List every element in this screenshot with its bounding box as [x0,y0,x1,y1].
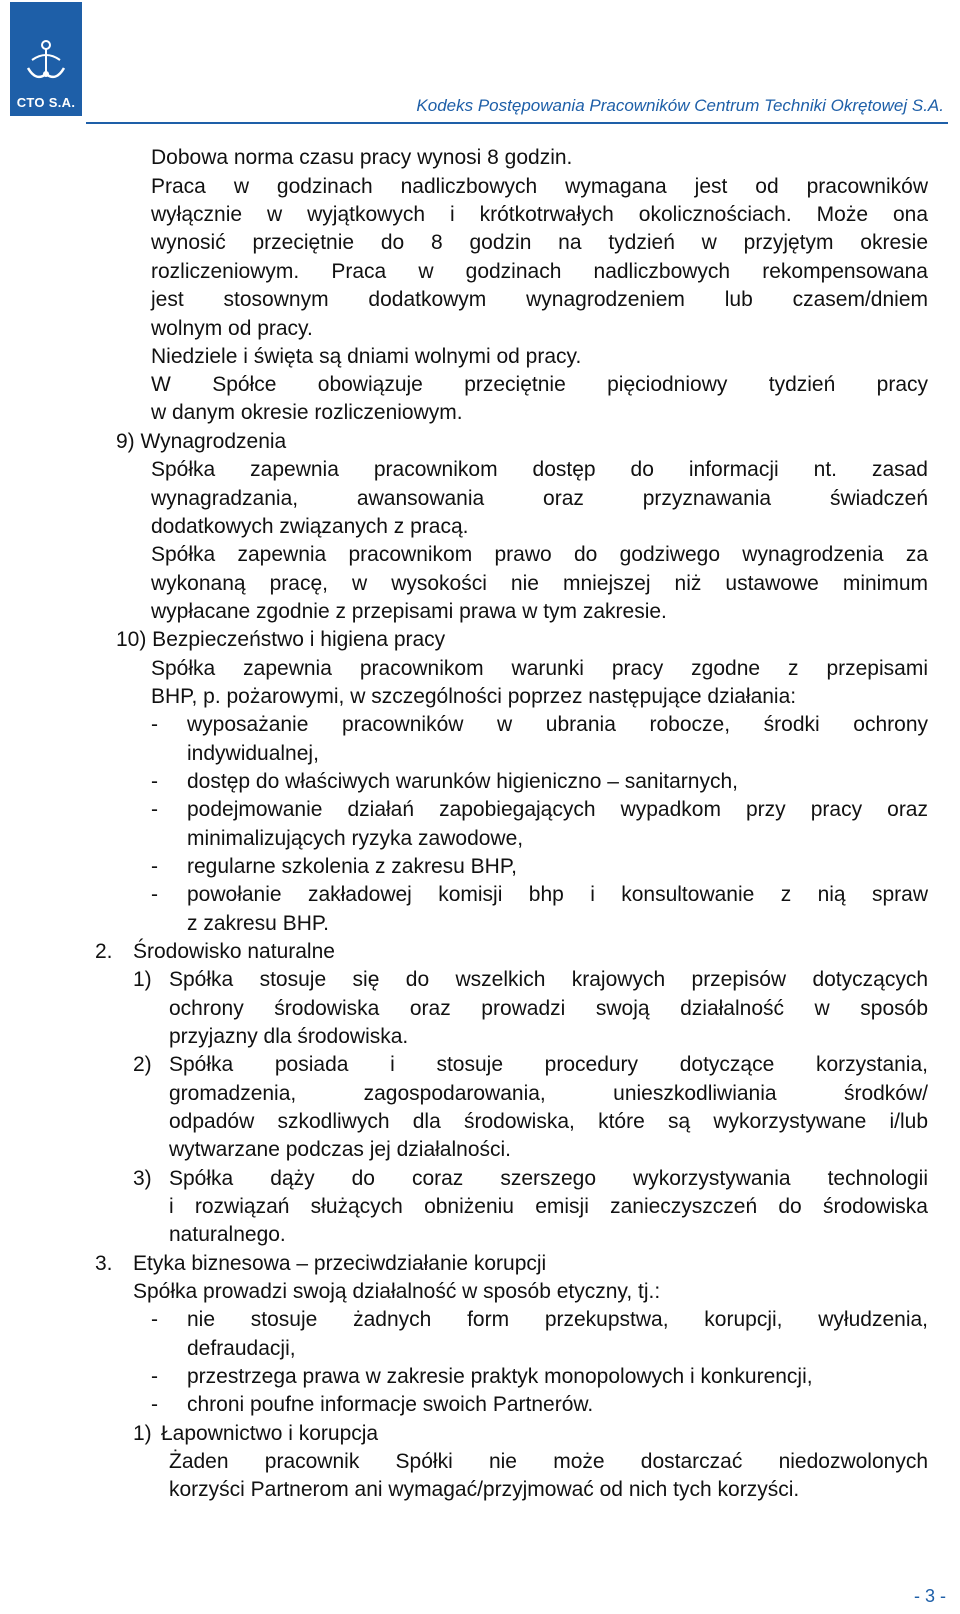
line-text: BHP, p. pożarowymi, w szczególności poprzez następujące działania: [151,685,797,708]
line-text: wyłącznie w wyjątkowych i krótkotrwałych okolicznościach. Może ona [151,203,928,226]
line-text: Spółka posiada i stosuje procedury dotyczące korzystania, [169,1053,928,1076]
ship-propeller-icon [24,38,68,84]
text-line [0,880,960,910]
cto-logo [10,2,82,116]
list-marker: - [151,798,158,821]
text-line [0,1107,960,1137]
list-marker: 3) [133,1167,152,1190]
text-line [0,965,960,995]
line-text: defraudacji, [187,1337,296,1360]
text-line [0,200,960,230]
line-text: z zakresu BHP. [187,912,330,935]
logo-text: CTO S.A. [16,95,76,110]
text-line [0,1475,960,1505]
text-line [0,795,960,825]
text-line [0,1249,960,1279]
list-marker: - [151,1365,158,1388]
text-line [0,512,960,542]
line-text: korzyści Partnerom ani wymagać/przyjmować od nich tych korzyści. [169,1478,800,1501]
line-text: przyjazny dla środowiska. [169,1025,409,1048]
text-line [0,1050,960,1080]
text-line [0,937,960,967]
line-text: Środowisko naturalne [133,940,335,963]
text-line [0,143,960,173]
text-line [0,1447,960,1477]
page-number: - 3 - [913,1586,946,1606]
line-text: odpadów szkodliwych dla środowiska, które są wykorzystywane i/lub [169,1110,928,1133]
text-line [0,824,960,854]
list-marker: 2) [133,1053,152,1076]
text-line [0,285,960,315]
line-text: wyposażanie pracowników w ubrania robocze, środki ochrony [187,713,928,736]
line-text: W Spółce obowiązuje przeciętnie pięciodniowy tydzień pracy [151,373,928,396]
text-line [0,739,960,769]
line-text: dodatkowych związanych z pracą. [151,515,469,538]
list-marker: - [151,883,158,906]
line-text: nie stosuje żadnych form przekupstwa, korupcji, wyłudzenia, [187,1308,928,1331]
line-text: Spółka dąży do coraz szerszego wykorzystywania technologii [169,1167,928,1190]
text-line [0,484,960,514]
line-text: Spółka stosuje się do wszelkich krajowych przepisów dotyczących [169,968,928,991]
list-marker: - [151,1393,158,1416]
line-text: w danym okresie rozliczeniowym. [151,401,463,424]
line-text: i rozwiązań służących obniżeniu emisji zanieczyszczeń do środowiska [169,1195,928,1218]
text-line [0,1390,960,1420]
text-line [0,370,960,400]
line-text: wolnym od pracy. [151,317,313,340]
text-line [0,1334,960,1364]
line-text: wypłacane zgodnie z przepisami prawa w tym zakresie. [151,600,667,623]
text-line [0,682,960,712]
line-text: Spółka prowadzi swoją działalność w sposób etyczny, tj.: [133,1280,661,1303]
list-marker: 3. [95,1252,113,1275]
text-line [0,172,960,202]
text-line [0,398,960,428]
line-text: 10) Bezpieczeństwo i higiena pracy [116,628,446,651]
line-text: 9) Wynagrodzenia [116,430,287,453]
text-line [0,767,960,797]
line-text: chroni poufne informacje swoich Partnerów. [187,1393,594,1416]
line-text: Praca w godzinach nadliczbowych wymagana jest od pracowników [151,175,928,198]
text-line [0,1079,960,1109]
text-line [0,314,960,344]
document-header-title: Kodeks Postępowania Pracowników Centrum Techniki Okrętowej S.A. [416,96,944,115]
line-text: indywidualnej, [187,742,319,765]
list-marker: - [151,1308,158,1331]
text-line [0,1220,960,1250]
text-line [0,342,960,372]
text-line [0,625,960,655]
list-marker: - [151,855,158,878]
line-text: jest stosownym dodatkowym wynagrodzeniem lub czasem/dniem [151,288,928,311]
line-text: dostęp do właściwych warunków higieniczno – sanitarnych, [187,770,738,793]
line-text: rozliczeniowym. Praca w godzinach nadliczbowych rekompensowana [151,260,928,283]
text-line [0,257,960,287]
list-marker: 1) [133,1422,152,1445]
line-text: ochrony środowiska oraz prowadzi swoją działalność w sposób [169,997,928,1020]
line-text: gromadzenia, zagospodarowania, unieszkodliwiania środków/ [169,1082,928,1105]
line-text: naturalnego. [169,1223,286,1246]
text-line [0,710,960,740]
list-marker: 2. [95,940,113,963]
text-line [0,540,960,570]
text-line [0,654,960,684]
line-text: wytwarzane podczas jej działalności. [169,1138,511,1161]
text-line [0,1164,960,1194]
line-text: powołanie zakładowej komisji bhp i konsultowanie z nią spraw [187,883,928,906]
line-text: regularne szkolenia z zakresu BHP, [187,855,517,878]
line-text: Spółka zapewnia pracownikom prawo do godziwego wynagrodzenia za [151,543,928,566]
text-line [0,1277,960,1307]
text-line [0,228,960,258]
line-text: wykonaną pracę, w wysokości nie mniejszej niż ustawowe minimum [151,572,928,595]
line-text: wynagradzania, awansowania oraz przyznawania świadczeń [151,487,928,510]
text-line [0,994,960,1024]
line-text: Żaden pracownik Spółki nie może dostarczać niedozwolonych [169,1450,928,1473]
list-marker: 1) [133,968,152,991]
line-text: Spółka zapewnia pracownikom warunki pracy zgodne z przepisami [151,657,928,680]
line-text: Łapownictwo i korupcja [161,1422,379,1445]
text-line [0,909,960,939]
line-text: podejmowanie działań zapobiegających wypadkom przy pracy oraz [187,798,928,821]
line-text: minimalizujących ryzyka zawodowe, [187,827,524,850]
list-marker: - [151,713,158,736]
line-text: przestrzega prawa w zakresie praktyk monopolowych i konkurencji, [187,1365,813,1388]
text-line [0,852,960,882]
text-line [0,569,960,599]
text-line [0,1362,960,1392]
text-line [0,1135,960,1165]
line-text: Niedziele i święta są dniami wolnymi od pracy. [151,345,582,368]
text-line [0,1022,960,1052]
text-line [0,597,960,627]
text-line [0,1192,960,1222]
line-text: Dobowa norma czasu pracy wynosi 8 godzin. [151,146,573,169]
header-divider [86,122,948,124]
line-text: Etyka biznesowa – przeciwdziałanie korupcji [133,1252,547,1275]
text-line [0,1419,960,1449]
text-line [0,455,960,485]
line-text: wynosić przeciętnie do 8 godzin na tydzień w przyjętym okresie [151,231,928,254]
list-marker: - [151,770,158,793]
text-line [0,1305,960,1335]
line-text: Spółka zapewnia pracownikom dostęp do informacji nt. zasad [151,458,928,481]
text-line [0,427,960,457]
